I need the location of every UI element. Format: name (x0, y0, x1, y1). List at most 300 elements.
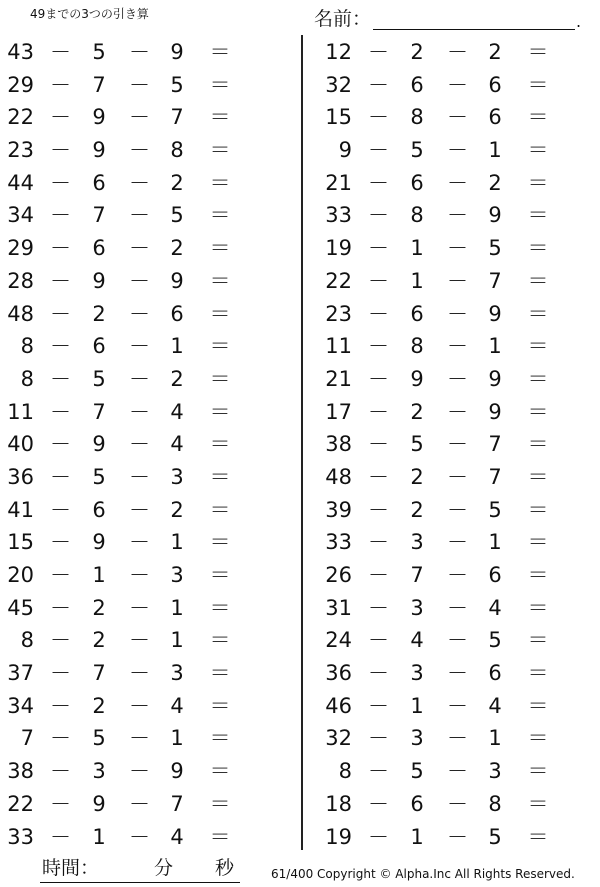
minuend: 40 (7, 432, 34, 457)
minuend: 21 (325, 366, 352, 391)
subtrahend-1: 3 (410, 530, 424, 555)
minus-sign: － (368, 301, 389, 326)
equals-sign: ＝ (209, 268, 231, 293)
minus-sign: － (129, 595, 150, 620)
equals-sign: ＝ (209, 791, 231, 816)
time-field (40, 856, 240, 883)
minuend: 8 (20, 334, 34, 359)
minuend: 33 (7, 824, 34, 849)
minuend: 33 (325, 530, 352, 555)
subtrahend-2: 6 (488, 72, 502, 97)
minus-sign: － (447, 661, 468, 686)
minuend: 38 (325, 432, 352, 457)
minuend: 31 (325, 595, 352, 620)
subtrahend-2: 4 (488, 595, 502, 620)
subtrahend-1: 9 (92, 530, 106, 555)
minus-sign: － (50, 138, 71, 163)
subtrahend-2: 7 (170, 791, 184, 816)
minus-sign: － (368, 105, 389, 130)
subtrahend-1: 5 (410, 432, 424, 457)
equals-sign: ＝ (527, 726, 549, 751)
minuend: 8 (338, 759, 352, 784)
subtrahend-2: 8 (170, 138, 184, 163)
equals-sign: ＝ (209, 661, 231, 686)
minus-sign: － (129, 791, 150, 816)
minus-sign: － (447, 138, 468, 163)
equals-sign: ＝ (209, 693, 231, 718)
subtrahend-2: 1 (170, 334, 184, 359)
subtrahend-2: 3 (170, 464, 184, 489)
time-label: 時間： (42, 857, 100, 879)
minus-sign: － (447, 595, 468, 620)
minus-sign: － (129, 432, 150, 457)
equals-sign: ＝ (527, 432, 549, 457)
minus-sign: － (447, 236, 468, 261)
equals-sign: ＝ (209, 464, 231, 489)
subtrahend-2: 7 (170, 105, 184, 130)
subtrahend-1: 7 (410, 563, 424, 587)
subtrahend-1: 9 (92, 105, 106, 130)
subtrahend-1: 7 (92, 399, 106, 424)
equals-sign: ＝ (527, 138, 549, 163)
equals-sign: ＝ (527, 464, 549, 489)
minuend: 24 (325, 628, 352, 653)
minus-sign: － (368, 497, 389, 522)
equals-sign: ＝ (209, 138, 231, 163)
minus-sign: － (447, 759, 468, 784)
subtrahend-2: 1 (170, 726, 184, 751)
subtrahend-2: 1 (488, 726, 502, 751)
minus-sign: － (368, 203, 389, 228)
subtrahend-1: 6 (410, 72, 424, 97)
subtrahend-2: 9 (170, 268, 184, 293)
equals-sign: ＝ (209, 595, 231, 620)
subtrahend-2: 6 (488, 105, 502, 130)
equals-sign: ＝ (209, 72, 231, 97)
subtrahend-2: 2 (170, 170, 184, 195)
footer-text (271, 866, 575, 882)
subtrahend-1: 6 (92, 497, 106, 522)
minus-sign: － (368, 530, 389, 555)
minus-sign: － (447, 432, 468, 457)
minus-sign: － (368, 268, 389, 293)
equals-sign: ＝ (527, 399, 549, 424)
subtrahend-1: 2 (410, 497, 424, 522)
minus-sign: － (368, 170, 389, 195)
minus-sign: － (129, 661, 150, 686)
subtrahend-2: 5 (488, 236, 502, 261)
subtrahend-2: 6 (488, 661, 502, 686)
subtrahend-1: 6 (410, 170, 424, 195)
minus-sign: － (50, 759, 71, 784)
subtrahend-1: 6 (92, 170, 106, 195)
equals-sign: ＝ (527, 170, 549, 195)
minus-sign: － (447, 726, 468, 751)
minus-sign: － (447, 203, 468, 228)
minus-sign: － (129, 138, 150, 163)
subtrahend-2: 1 (488, 334, 502, 359)
minus-sign: － (50, 497, 71, 522)
minus-sign: － (447, 40, 468, 64)
minuend: 21 (325, 170, 352, 195)
minus-sign: － (50, 105, 71, 130)
equals-sign: ＝ (527, 824, 549, 849)
minus-sign: － (129, 236, 150, 261)
subtrahend-1: 3 (410, 595, 424, 620)
minus-sign: － (368, 759, 389, 784)
minus-sign: － (368, 40, 389, 64)
equals-sign: ＝ (527, 595, 549, 620)
minus-sign: － (368, 693, 389, 718)
subtrahend-1: 2 (92, 595, 106, 620)
subtrahend-2: 2 (170, 236, 184, 261)
minuend: 33 (325, 203, 352, 228)
minus-sign: － (129, 170, 150, 195)
minus-sign: － (129, 530, 150, 555)
subtrahend-1: 2 (410, 464, 424, 489)
subtrahend-1: 5 (410, 138, 424, 163)
minus-sign: － (50, 693, 71, 718)
minuend: 19 (325, 824, 352, 849)
minuend: 18 (325, 791, 352, 816)
minuend: 34 (7, 203, 34, 228)
minus-sign: － (129, 628, 150, 653)
minuend: 45 (7, 595, 34, 620)
minus-sign: － (368, 726, 389, 751)
minus-sign: － (129, 563, 150, 587)
minus-sign: － (50, 268, 71, 293)
minus-sign: － (368, 628, 389, 653)
equals-sign: ＝ (527, 268, 549, 293)
minuend: 34 (7, 693, 34, 718)
subtrahend-1: 7 (92, 203, 106, 228)
subtrahend-2: 4 (170, 693, 184, 718)
copyright: Copyright © Alpha.Inc All Rights Reserved. (317, 867, 575, 881)
minus-sign: － (447, 563, 468, 587)
subtrahend-1: 9 (92, 138, 106, 163)
subtrahend-2: 2 (170, 497, 184, 522)
subtrahend-2: 9 (488, 399, 502, 424)
minuend: 36 (7, 464, 34, 489)
subtrahend-2: 1 (170, 595, 184, 620)
subtrahend-1: 9 (410, 366, 424, 391)
subtrahend-2: 3 (170, 563, 184, 587)
minus-sign: － (447, 72, 468, 97)
subtrahend-2: 2 (488, 40, 502, 64)
subtrahend-1: 2 (410, 40, 424, 64)
minus-sign: － (129, 726, 150, 751)
subtrahend-1: 8 (410, 105, 424, 130)
minus-sign: － (447, 530, 468, 555)
minus-sign: － (129, 366, 150, 391)
subtrahend-1: 7 (92, 72, 106, 97)
equals-sign: ＝ (527, 334, 549, 359)
equals-sign: ＝ (209, 203, 231, 228)
subtrahend-2: 1 (488, 138, 502, 163)
subtrahend-2: 9 (488, 203, 502, 228)
equals-sign: ＝ (209, 334, 231, 359)
minus-sign: － (129, 334, 150, 359)
equals-sign: ＝ (527, 40, 549, 64)
equals-sign: ＝ (209, 301, 231, 326)
subtrahend-1: 5 (92, 40, 106, 64)
page-counter: 61/400 (271, 867, 314, 881)
minuend: 44 (7, 170, 34, 195)
subtrahend-1: 1 (410, 824, 424, 849)
equals-sign: ＝ (527, 759, 549, 784)
minus-sign: － (129, 464, 150, 489)
column-divider (301, 35, 303, 850)
subtrahend-1: 9 (92, 791, 106, 816)
equals-sign: ＝ (527, 203, 549, 228)
minuend: 19 (325, 236, 352, 261)
equals-sign: ＝ (209, 399, 231, 424)
minus-sign: － (368, 236, 389, 261)
subtrahend-1: 1 (92, 824, 106, 849)
equals-sign: ＝ (209, 563, 231, 587)
minus-sign: － (50, 464, 71, 489)
minus-sign: － (129, 72, 150, 97)
equals-sign: ＝ (527, 661, 549, 686)
minus-sign: － (129, 105, 150, 130)
subtrahend-1: 2 (410, 399, 424, 424)
equals-sign: ＝ (209, 824, 231, 849)
minus-sign: － (447, 628, 468, 653)
minuend: 23 (7, 138, 34, 163)
minuend: 7 (20, 726, 34, 751)
subtrahend-1: 1 (410, 268, 424, 293)
subtrahend-2: 4 (170, 399, 184, 424)
minuend: 15 (7, 530, 34, 555)
equals-sign: ＝ (527, 628, 549, 653)
minus-sign: － (368, 464, 389, 489)
minutes-label: 分 (154, 857, 174, 879)
minus-sign: － (447, 301, 468, 326)
subtrahend-1: 1 (410, 693, 424, 718)
minuend: 48 (7, 301, 34, 326)
subtrahend-2: 9 (488, 301, 502, 326)
subtrahend-2: 1 (170, 628, 184, 653)
equals-sign: ＝ (209, 105, 231, 130)
equals-sign: ＝ (209, 236, 231, 261)
minus-sign: － (447, 497, 468, 522)
minus-sign: － (447, 170, 468, 195)
subtrahend-1: 3 (410, 726, 424, 751)
equals-sign: ＝ (527, 497, 549, 522)
subtrahend-1: 1 (410, 236, 424, 261)
subtrahend-2: 4 (170, 824, 184, 849)
subtrahend-2: 9 (170, 759, 184, 784)
minus-sign: － (50, 661, 71, 686)
minus-sign: － (50, 791, 71, 816)
minus-sign: － (50, 170, 71, 195)
subtrahend-1: 7 (92, 661, 106, 686)
minus-sign: － (50, 563, 71, 587)
minus-sign: － (129, 824, 150, 849)
minus-sign: － (368, 595, 389, 620)
subtrahend-2: 2 (488, 170, 502, 195)
minuend: 22 (7, 791, 34, 816)
minus-sign: － (447, 105, 468, 130)
subtrahend-1: 5 (410, 759, 424, 784)
minus-sign: － (368, 563, 389, 587)
worksheet-title: 49までの3つの引き算 (30, 7, 149, 21)
equals-sign: ＝ (527, 236, 549, 261)
subtrahend-2: 7 (488, 268, 502, 293)
minuend: 20 (7, 563, 34, 587)
minuend: 17 (325, 399, 352, 424)
subtrahend-1: 8 (410, 334, 424, 359)
minus-sign: － (129, 693, 150, 718)
minus-sign: － (368, 432, 389, 457)
minus-sign: － (447, 399, 468, 424)
subtrahend-2: 1 (488, 530, 502, 555)
minus-sign: － (50, 40, 71, 64)
subtrahend-1: 1 (92, 563, 106, 587)
minus-sign: － (368, 399, 389, 424)
subtrahend-2: 2 (170, 366, 184, 391)
name-field (314, 6, 581, 30)
subtrahend-2: 7 (488, 464, 502, 489)
minus-sign: － (447, 824, 468, 849)
subtrahend-1: 6 (92, 334, 106, 359)
minus-sign: － (50, 399, 71, 424)
minuend: 32 (325, 72, 352, 97)
equals-sign: ＝ (209, 432, 231, 457)
equals-sign: ＝ (527, 366, 549, 391)
equals-sign: ＝ (527, 530, 549, 555)
minus-sign: － (368, 661, 389, 686)
equals-sign: ＝ (209, 628, 231, 653)
minus-sign: － (368, 334, 389, 359)
subtrahend-1: 5 (92, 726, 106, 751)
minus-sign: － (50, 595, 71, 620)
subtrahend-2: 5 (170, 72, 184, 97)
equals-sign: ＝ (527, 563, 549, 587)
minus-sign: － (368, 366, 389, 391)
subtrahend-1: 2 (92, 628, 106, 653)
subtrahend-2: 4 (488, 693, 502, 718)
subtrahend-1: 3 (410, 661, 424, 686)
equals-sign: ＝ (527, 105, 549, 130)
minuend: 8 (20, 366, 34, 391)
minus-sign: － (447, 366, 468, 391)
subtrahend-1: 6 (410, 791, 424, 816)
name-blank-line (373, 10, 575, 30)
subtrahend-2: 4 (170, 432, 184, 457)
minuend: 15 (325, 105, 352, 130)
subtrahend-2: 9 (488, 366, 502, 391)
minuend: 38 (7, 759, 34, 784)
name-end-dot: . (576, 12, 582, 31)
equals-sign: ＝ (209, 726, 231, 751)
minus-sign: － (50, 72, 71, 97)
minus-sign: － (129, 301, 150, 326)
minuend: 39 (325, 497, 352, 522)
equals-sign: ＝ (209, 759, 231, 784)
subtrahend-2: 3 (488, 759, 502, 784)
minus-sign: － (50, 628, 71, 653)
minus-sign: － (129, 759, 150, 784)
minus-sign: － (129, 40, 150, 64)
minus-sign: － (368, 824, 389, 849)
subtrahend-2: 5 (170, 203, 184, 228)
minuend: 29 (7, 72, 34, 97)
minuend: 43 (7, 40, 34, 64)
subtrahend-1: 9 (92, 432, 106, 457)
minus-sign: － (50, 301, 71, 326)
minuend: 32 (325, 726, 352, 751)
subtrahend-1: 2 (92, 301, 106, 326)
subtrahend-2: 5 (488, 628, 502, 653)
minus-sign: － (447, 791, 468, 816)
minuend: 8 (20, 628, 34, 653)
equals-sign: ＝ (209, 170, 231, 195)
minuend: 29 (7, 236, 34, 261)
minus-sign: － (50, 334, 71, 359)
equals-sign: ＝ (209, 366, 231, 391)
minuend: 11 (325, 334, 352, 359)
subtrahend-2: 8 (488, 791, 502, 816)
minus-sign: － (129, 399, 150, 424)
minus-sign: － (447, 334, 468, 359)
equals-sign: ＝ (209, 40, 231, 64)
subtrahend-2: 7 (488, 432, 502, 457)
minus-sign: － (447, 464, 468, 489)
minuend: 26 (325, 563, 352, 587)
minuend: 22 (325, 268, 352, 293)
subtrahend-1: 2 (92, 693, 106, 718)
minus-sign: － (50, 366, 71, 391)
subtrahend-2: 6 (170, 301, 184, 326)
seconds-label: 秒 (215, 857, 235, 879)
subtrahend-1: 5 (92, 464, 106, 489)
minuend: 12 (325, 40, 352, 64)
minus-sign: － (129, 268, 150, 293)
minus-sign: － (368, 72, 389, 97)
minus-sign: － (50, 726, 71, 751)
subtrahend-1: 9 (92, 268, 106, 293)
minuend: 22 (7, 105, 34, 130)
minuend: 46 (325, 693, 352, 718)
minus-sign: － (50, 432, 71, 457)
minus-sign: － (447, 693, 468, 718)
minuend: 9 (338, 138, 352, 163)
subtrahend-1: 4 (410, 628, 424, 653)
minus-sign: － (50, 530, 71, 555)
subtrahend-1: 8 (410, 203, 424, 228)
minuend: 41 (7, 497, 34, 522)
minus-sign: － (50, 824, 71, 849)
minuend: 28 (7, 268, 34, 293)
equals-sign: ＝ (527, 72, 549, 97)
equals-sign: ＝ (527, 301, 549, 326)
minus-sign: － (129, 497, 150, 522)
minuend: 48 (325, 464, 352, 489)
subtrahend-2: 3 (170, 661, 184, 686)
subtrahend-1: 6 (92, 236, 106, 261)
subtrahend-2: 5 (488, 824, 502, 849)
equals-sign: ＝ (209, 497, 231, 522)
subtrahend-2: 9 (170, 40, 184, 64)
name-label: 名前： (314, 8, 372, 30)
minus-sign: － (447, 268, 468, 293)
subtrahend-2: 1 (170, 530, 184, 555)
subtrahend-2: 6 (488, 563, 502, 587)
subtrahend-1: 6 (410, 301, 424, 326)
equals-sign: ＝ (527, 791, 549, 816)
subtrahend-1: 3 (92, 759, 106, 784)
